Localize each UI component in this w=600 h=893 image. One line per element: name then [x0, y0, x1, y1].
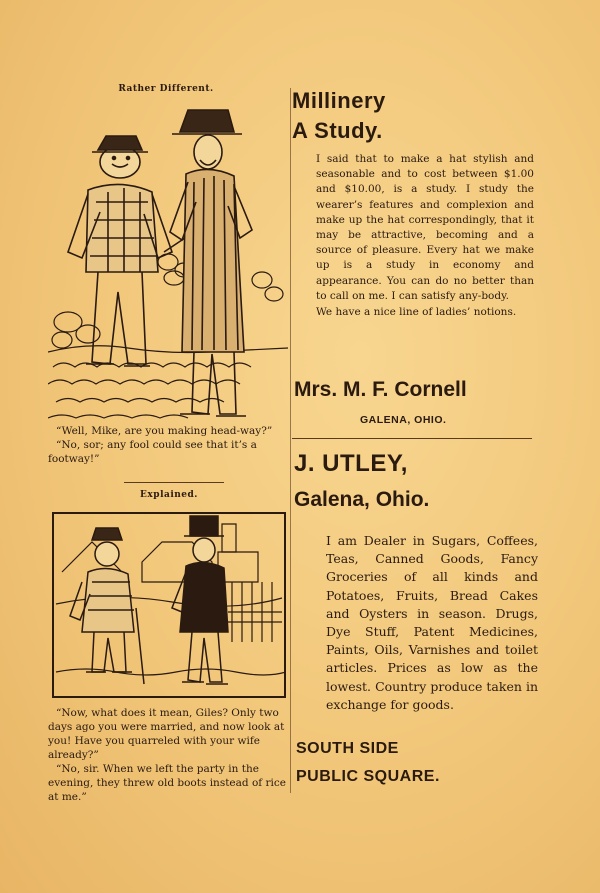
utley-ad-body	[326, 532, 538, 714]
study-heading: A Study.	[292, 118, 383, 143]
utley-heading: J. UTLEY,	[294, 450, 408, 477]
cartoon1-title: Rather Different.	[118, 84, 214, 94]
millinery-ad-body	[316, 152, 534, 320]
caption2-line2: “No, sir. When we left the party in the evening, they threw old boots instead of rice at me.”	[48, 763, 286, 803]
utley-text: I am Dealer in Sugars, Coffees, Teas, Canned Goods, Fancy Groceries of all kinds and Potatoes, Fruits, Bread Cakes and Oysters in season. Drugs, Dye Stuff, Patent Medicines, Paints, Oils, Varnishes and toilet articles. Prices as low as the lowest. Country produce taken in exchange for goods.	[326, 533, 538, 712]
millinery-heading: Millinery	[292, 88, 386, 113]
cartoon-rather-different-illustration	[48, 102, 288, 424]
caption1-line2: “No, sor; any fool could see that it’s a footway!”	[48, 439, 257, 465]
caption-divider	[124, 482, 224, 483]
caption1-line1: “Well, Mike, are you making head-way?”	[56, 425, 273, 437]
utley-location-line2: PUBLIC SQUARE.	[296, 768, 440, 785]
proprietor-town: GALENA, OHIO.	[360, 414, 447, 426]
caption2-line1: “Now, what does it mean, Giles? Only two days ago you were married, and now look at you! Have you quarreled with your wife already?”	[48, 707, 285, 761]
proprietor-name: Mrs. M. F. Cornell	[294, 378, 467, 401]
cartoon2-title: Explained.	[140, 490, 198, 500]
cartoon1-caption	[48, 424, 290, 466]
millinery-notions: We have a nice line of ladies’ notions.	[316, 306, 517, 319]
utley-location-line1: SOUTH SIDE	[296, 740, 399, 757]
millinery-text: I said that to make a hat stylish and seasonable and to cost between $1.00 and $10.00, is a study. I study the wearer’s features and complexion and make up the hat correspondingly, that it may be attractive, becoming and a source of pleasure. Every hat we make up is a study in economy and appearance. You can do no better than to call on me. I can satisfy any-body.	[316, 153, 534, 302]
ad-divider	[292, 438, 532, 439]
utley-town: Galena, Ohio.	[294, 488, 430, 511]
left-column	[44, 84, 288, 803]
cartoon2-caption	[48, 706, 292, 804]
column-divider	[290, 88, 291, 793]
cartoon-explained-illustration	[52, 512, 286, 698]
